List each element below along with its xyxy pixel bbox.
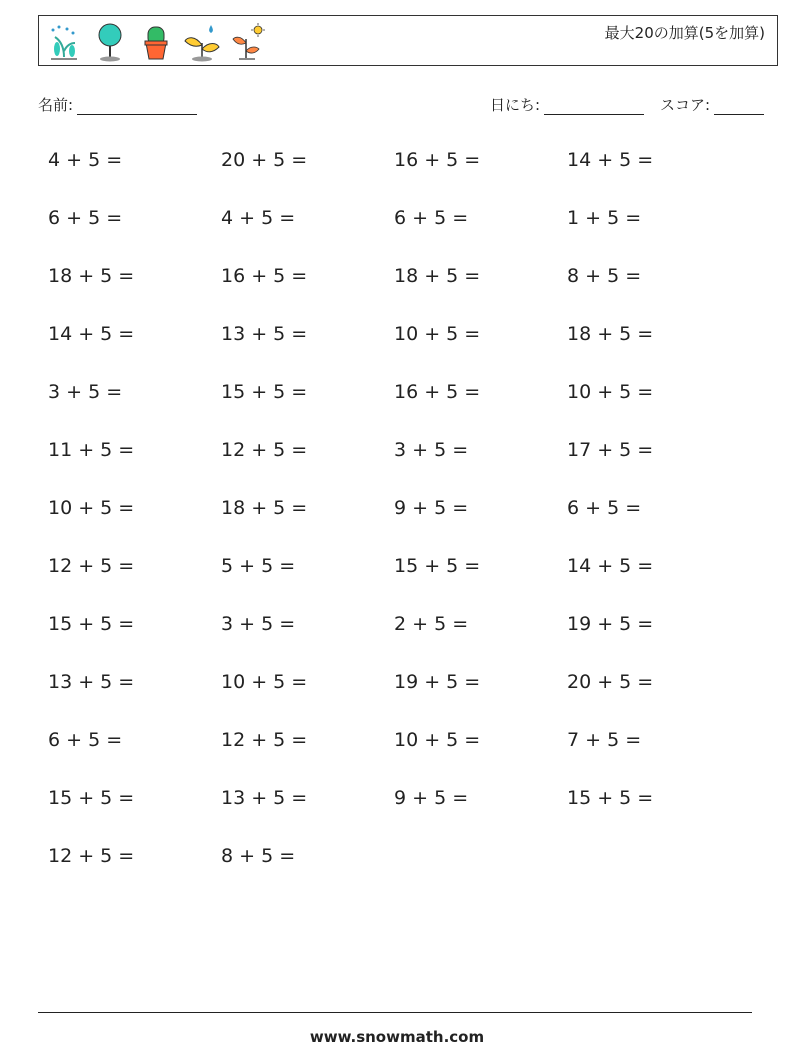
problem-item: 9 + 5 =	[394, 497, 469, 519]
problem-item: 12 + 5 =	[48, 555, 135, 577]
problem-item: 5 + 5 =	[221, 555, 296, 577]
problem-item: 8 + 5 =	[567, 265, 642, 287]
problem-item: 10 + 5 =	[394, 729, 481, 751]
worksheet-title: 最大20の加算(5を加算)	[604, 24, 765, 42]
date-label: 日にち:	[490, 96, 541, 114]
problem-item: 18 + 5 =	[394, 265, 481, 287]
cactus-pot-icon	[137, 21, 175, 63]
problem-item: 15 + 5 =	[221, 381, 308, 403]
footer-url: www.snowmath.com	[309, 1028, 485, 1046]
date-field	[490, 94, 644, 115]
problem-item: 15 + 5 =	[567, 787, 654, 809]
problem-item: 6 + 5 =	[48, 729, 123, 751]
problem-item: 13 + 5 =	[221, 323, 308, 345]
problem-item: 15 + 5 =	[394, 555, 481, 577]
problem-item: 10 + 5 =	[48, 497, 135, 519]
name-blank	[77, 98, 197, 115]
score-field	[660, 94, 764, 115]
watered-sprout-icon	[183, 21, 221, 63]
problem-item: 12 + 5 =	[221, 729, 308, 751]
problem-item: 13 + 5 =	[48, 671, 135, 693]
problem-item: 16 + 5 =	[394, 149, 481, 171]
problem-item: 4 + 5 =	[48, 149, 123, 171]
round-tree-icon	[91, 21, 129, 63]
problem-item: 17 + 5 =	[567, 439, 654, 461]
problem-item: 19 + 5 =	[394, 671, 481, 693]
problem-item: 3 + 5 =	[394, 439, 469, 461]
problem-item: 6 + 5 =	[567, 497, 642, 519]
problem-item: 20 + 5 =	[567, 671, 654, 693]
problem-item: 7 + 5 =	[567, 729, 642, 751]
problem-item: 12 + 5 =	[221, 439, 308, 461]
date-blank	[544, 98, 644, 115]
problem-item: 14 + 5 =	[567, 555, 654, 577]
problem-item: 18 + 5 =	[48, 265, 135, 287]
problem-item: 10 + 5 =	[567, 381, 654, 403]
problem-item	[394, 842, 567, 900]
problem-item: 16 + 5 =	[221, 265, 308, 287]
problem-item: 3 + 5 =	[48, 381, 123, 403]
problem-item: 18 + 5 =	[221, 497, 308, 519]
problem-item	[567, 842, 740, 900]
footer-divider	[38, 1012, 752, 1013]
problem-item: 1 + 5 =	[567, 207, 642, 229]
problem-item: 19 + 5 =	[567, 613, 654, 635]
problem-item: 2 + 5 =	[394, 613, 469, 635]
problem-item: 9 + 5 =	[394, 787, 469, 809]
problem-item: 10 + 5 =	[221, 671, 308, 693]
name-field	[38, 94, 197, 115]
name-label: 名前:	[38, 96, 74, 114]
problem-item: 11 + 5 =	[48, 439, 135, 461]
problem-item: 20 + 5 =	[221, 149, 308, 171]
problem-grid	[48, 146, 740, 900]
problem-item: 15 + 5 =	[48, 613, 135, 635]
decorative-icons	[45, 21, 267, 63]
problem-item: 16 + 5 =	[394, 381, 481, 403]
problem-item: 6 + 5 =	[394, 207, 469, 229]
problem-item: 14 + 5 =	[567, 149, 654, 171]
problem-item: 12 + 5 =	[48, 845, 135, 867]
problem-item: 4 + 5 =	[221, 207, 296, 229]
problem-item: 18 + 5 =	[567, 323, 654, 345]
problem-item: 13 + 5 =	[221, 787, 308, 809]
problem-item: 3 + 5 =	[221, 613, 296, 635]
problem-item: 8 + 5 =	[221, 845, 296, 867]
score-blank	[714, 98, 764, 115]
problem-item: 15 + 5 =	[48, 787, 135, 809]
score-label: スコア:	[660, 96, 711, 114]
sprinkler-plant-icon	[45, 21, 83, 63]
problem-item: 14 + 5 =	[48, 323, 135, 345]
sun-sprout-icon	[229, 21, 267, 63]
problem-item: 6 + 5 =	[48, 207, 123, 229]
worksheet-header	[38, 15, 778, 66]
problem-item: 10 + 5 =	[394, 323, 481, 345]
